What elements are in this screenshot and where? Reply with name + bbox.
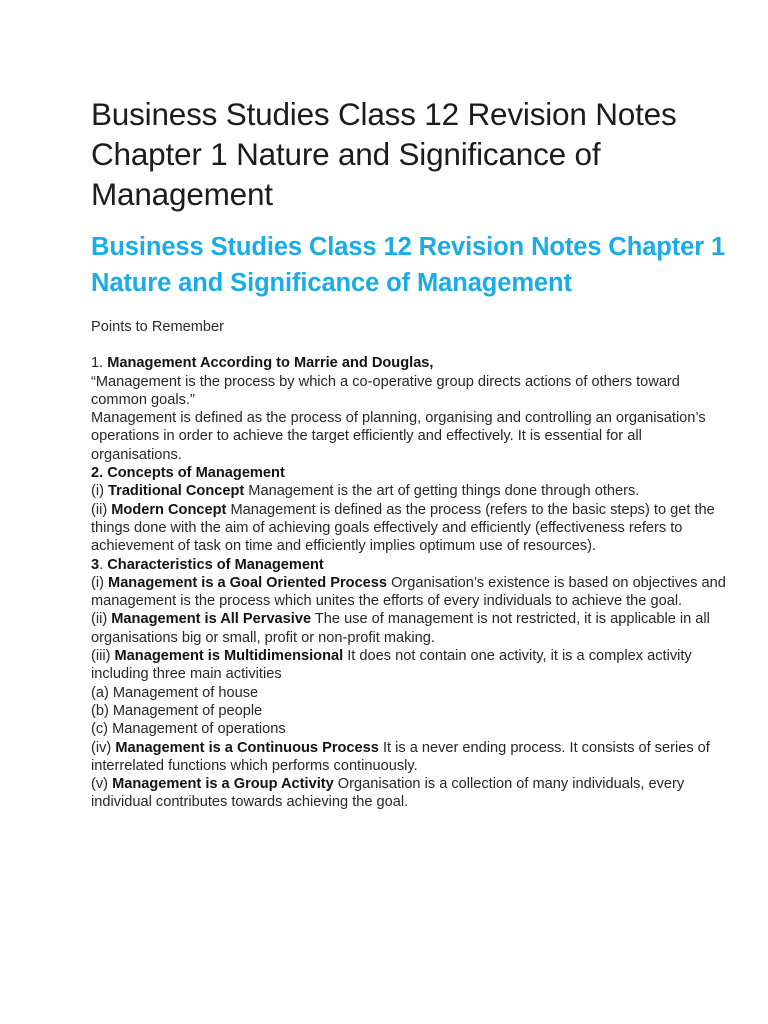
paragraph: Management is defined as the process of planning, organising and controlling an organisation’s operations in order to achieve the target efficiently and effectively. It is essential for all organisations. (91, 410, 706, 463)
paragraph: (i) Traditional Concept Management is the art of getting things done through others. (91, 483, 640, 500)
paragraph: (i) Management is a Goal Oriented Process Organisation’s existence is based on objectives and management is the process which unites the efforts of every individuals to achieve the goal. (91, 574, 726, 610)
list-item: (a) Management of house (91, 684, 259, 701)
notes-body (91, 354, 731, 811)
paragraph: 1. Management According to Marrie and Douglas, (91, 355, 434, 372)
document-title: Business Studies Class 12 Revision Notes Chapter 1 Nature and Significance of Management (91, 96, 677, 212)
section-heading: 2. Concepts of Management (91, 465, 285, 482)
points-to-remember: Points to Remember (91, 319, 225, 335)
section-heading: 3. Characteristics of Management (91, 556, 324, 573)
document-page (91, 94, 731, 812)
paragraph: “Management is the process by which a co-operative group directs actions of others toward common goals.” (91, 373, 680, 408)
paragraph: (ii) Modern Concept Management is defined as the process (refers to the basic steps) to get the things done with the aim of achieving goals effectively and efficiently (effectiveness refers to achievement of task on time and efficiently implies optimum use of resources). (91, 501, 715, 555)
paragraph: (v) Management is a Group Activity Organisation is a collection of many individuals, every individual contributes towards achieving the goal. (91, 776, 685, 811)
paragraph: (iii) Management is Multidimensional It does not contain one activity, it is a complex activity including three main activities (91, 648, 692, 683)
paragraph: (ii) Management is All Pervasive The use of management is not restricted, it is applicable in all organisations big or small, profit or non-profit making. (91, 611, 710, 646)
list-item: (c) Management of operations (91, 721, 286, 738)
list-item: (b) Management of people (91, 702, 263, 719)
paragraph: (iv) Management is a Continuous Process It is a never ending process. It consists of series of interrelated functions which performs continuously. (91, 739, 710, 774)
chapter-heading: Business Studies Class 12 Revision Notes Chapter 1 Nature and Significance of Management (91, 233, 726, 297)
